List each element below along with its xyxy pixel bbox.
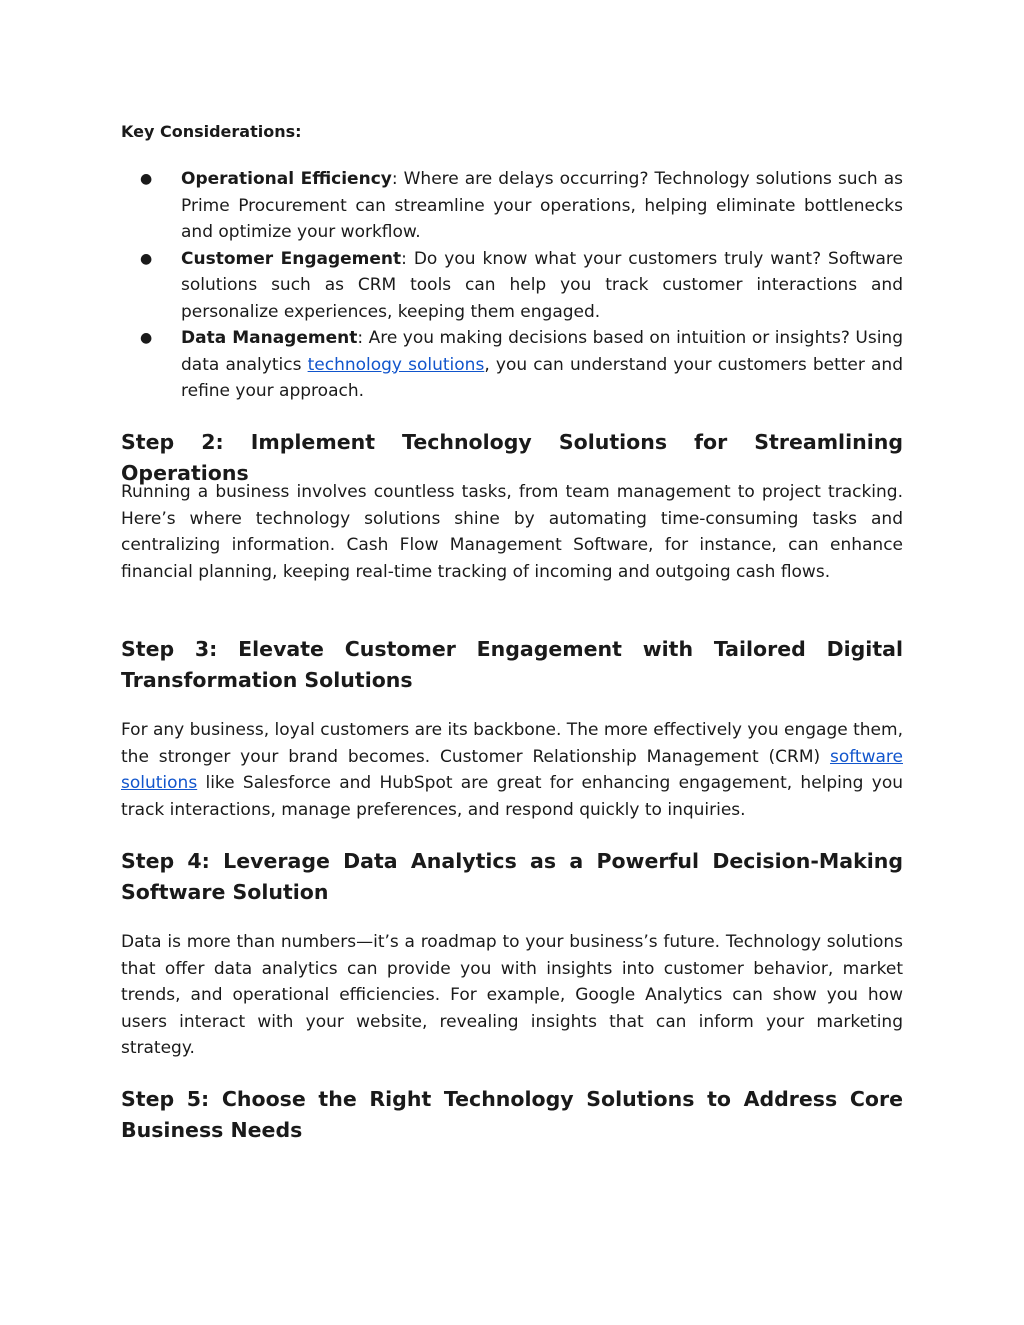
- term-customer-engagement: Customer Engagement: [181, 248, 402, 269]
- technology-solutions-link[interactable]: technology solutions: [307, 354, 485, 375]
- term-operational-efficiency: Operational Efficiency: [181, 169, 392, 189]
- desc-data-management-after: , you can understand your customers better and refine your approach.: [181, 354, 904, 401]
- bullet-icon: ●: [140, 171, 153, 187]
- bullet-icon: ●: [140, 250, 153, 267]
- list-item-operational-efficiency: [121, 166, 903, 246]
- step2-body: Running a business involves countless tasks, from team management to project tracking. Here’s where technology solutions shine by automating time-consuming tasks and centralizing information. Cash Flow Management Software, for instance, can enhance financial planning, keeping real-time tracking of incoming and outgoing cash flows.: [121, 482, 903, 582]
- key-considerations-heading: Key Considerations:: [121, 122, 302, 141]
- step3-body-after: like Salesforce and HubSpot are great for enhancing engagement, helping you track interactions, manage preferences, and respond quickly to inquiries.: [121, 773, 903, 820]
- step2-heading: Step 2: Implement Technology Solutions for Streamlining Operations: [121, 430, 903, 485]
- step4-body: Data is more than numbers—it’s a roadmap to your business’s future. Technology solutions that offer data analytics can provide you with insights into customer behavior, market trends, and operational efficiencies. For example, Google Analytics can show you how users interact with your website, revealing insights that can inform your marketing strategy.: [121, 932, 903, 1058]
- key-considerations-list: [121, 166, 903, 405]
- bullet-icon: ●: [140, 330, 153, 346]
- desc-data-management-before: : Are you making decisions based on intuition or insights? Using data analytics: [181, 328, 903, 375]
- list-item-data-management: [121, 325, 903, 405]
- step5-heading: Step 5: Choose the Right Technology Solutions to Address Core Business Needs: [121, 1087, 903, 1142]
- step4-heading: Step 4: Leverage Data Analytics as a Powerful Decision-Making Software Solution: [121, 849, 903, 904]
- step3-heading: Step 3: Elevate Customer Engagement with Tailored Digital Transformation Solutions: [121, 637, 903, 692]
- step3-body-before: For any business, loyal customers are its backbone. The more effectively you engage them, the stronger your brand becomes. Customer Relationship Management (CRM): [121, 720, 903, 767]
- desc-customer-engagement: : Do you know what your customers truly want? Software solutions such as CRM tools can help you track customer interactions and personalize experiences, keeping them engaged.: [181, 248, 903, 322]
- step3-body: [121, 717, 903, 823]
- list-item-customer-engagement: [121, 246, 903, 326]
- software-solutions-link[interactable]: software solutions: [121, 746, 903, 793]
- term-data-management: Data Management: [181, 328, 358, 348]
- desc-operational-efficiency: : Where are delays occurring? Technology solutions such as Prime Procurement can streamline your operations, helping eliminate bottlenecks and optimize your workflow.: [181, 169, 903, 242]
